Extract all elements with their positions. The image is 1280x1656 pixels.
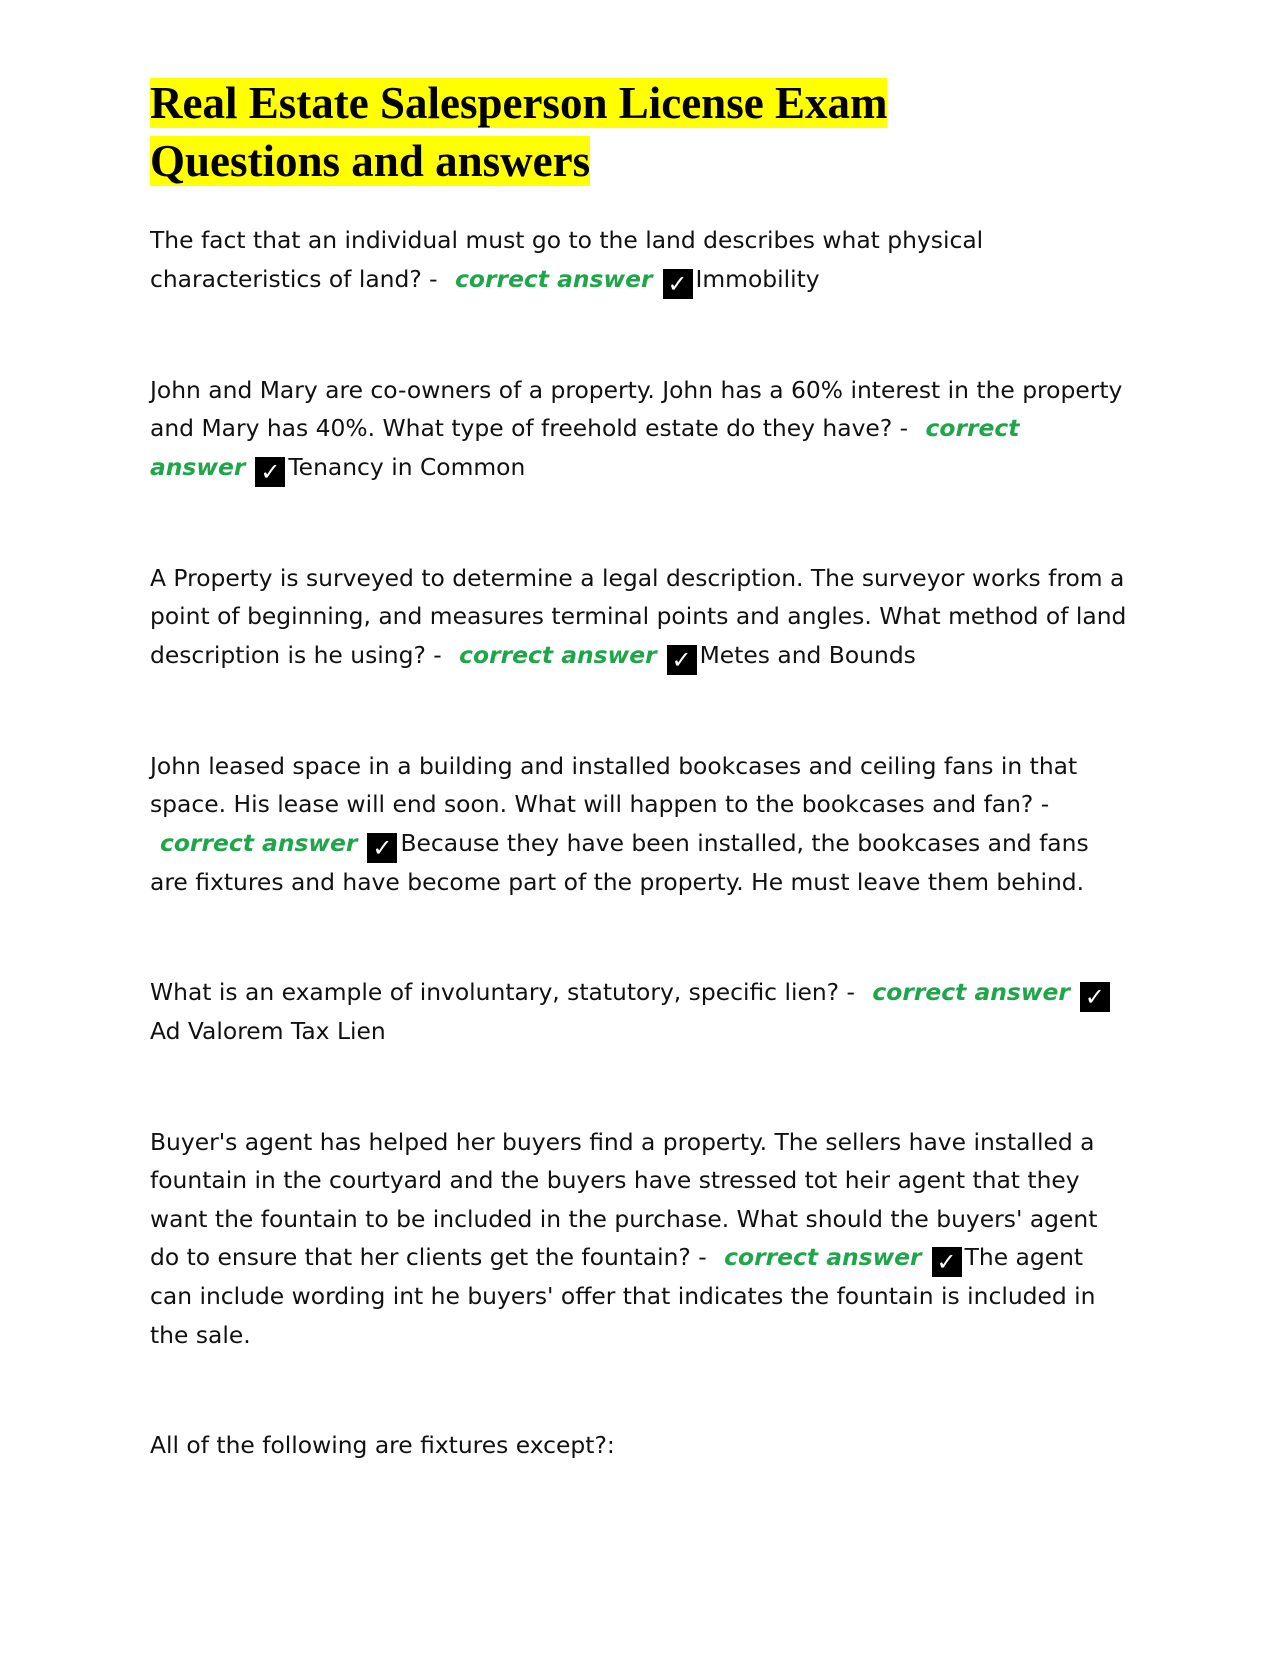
correct-answer-label: correct answer xyxy=(724,1243,922,1271)
qa-item xyxy=(150,559,1130,675)
qa-item xyxy=(150,747,1130,902)
checkmark-icon: ✓ xyxy=(1080,982,1110,1012)
question-text: John and Mary are co-owners of a property. John has a 60% interest in the property and Mary has 40%. What type of freehold estate do they have? - xyxy=(150,375,1123,442)
correct-answer-label: correct answer xyxy=(160,828,358,857)
qa-item xyxy=(150,221,1130,299)
question-text: All of the following are fixtures except?: xyxy=(150,1431,615,1459)
question-text: Buyer's agent has helped her buyers find a property. The sellers have installed a fountain in the courtyard and the buyers have stressed tot heir agent that they want the fountain to be included in the purchase. What should the buyers' agent do to ensure that her clients get the fountain? - xyxy=(150,1127,1098,1271)
checkmark-icon: ✓ xyxy=(667,645,697,675)
checkmark-icon: ✓ xyxy=(663,269,693,299)
qa-item xyxy=(150,973,1130,1051)
answer-text: Ad Valorem Tax Lien xyxy=(150,1017,386,1045)
answer-text: Immobility xyxy=(695,264,820,293)
checkmark-icon: ✓ xyxy=(932,1247,962,1277)
correct-answer-label: correct answer xyxy=(150,414,1020,481)
correct-answer-label: correct answer xyxy=(459,640,657,669)
question-text: What is an example of involuntary, statutory, specific lien? - xyxy=(150,978,863,1006)
title-line-1: Real Estate Salesperson License Exam xyxy=(150,78,888,128)
correct-answer-label: correct answer xyxy=(872,978,1070,1006)
question-text: The fact that an individual must go to the land describes what physical characteristics of land? - xyxy=(150,226,984,293)
answer-text: The agent can include wording int he buyers' offer that indicates the fountain is included in the sale. xyxy=(150,1243,1096,1349)
checkmark-icon: ✓ xyxy=(255,457,285,487)
answer-text: Metes and Bounds xyxy=(699,640,916,669)
qa-item-last xyxy=(150,1426,1130,1465)
question-text: A Property is surveyed to determine a legal description. The surveyor works from a point of beginning, and measures terminal points and angles. What method of land description is he using? - xyxy=(150,563,1127,669)
correct-answer-label: correct answer xyxy=(455,264,653,293)
page-title xyxy=(150,74,1130,190)
title-line-2: Questions and answers xyxy=(150,136,591,186)
answer-text: Because they have been installed, the bookcases and fans are fixtures and have become part of the property. He must leave them behind. xyxy=(150,828,1089,896)
qa-item xyxy=(150,371,1130,487)
document-page xyxy=(150,74,1130,1465)
qa-item xyxy=(150,1123,1130,1355)
answer-text: Tenancy in Common xyxy=(288,452,526,481)
checkmark-icon: ✓ xyxy=(367,833,397,863)
question-text: John leased space in a building and installed bookcases and ceiling fans in that space. His lease will end soon. What will happen to the bookcases and fan? - xyxy=(150,751,1078,818)
